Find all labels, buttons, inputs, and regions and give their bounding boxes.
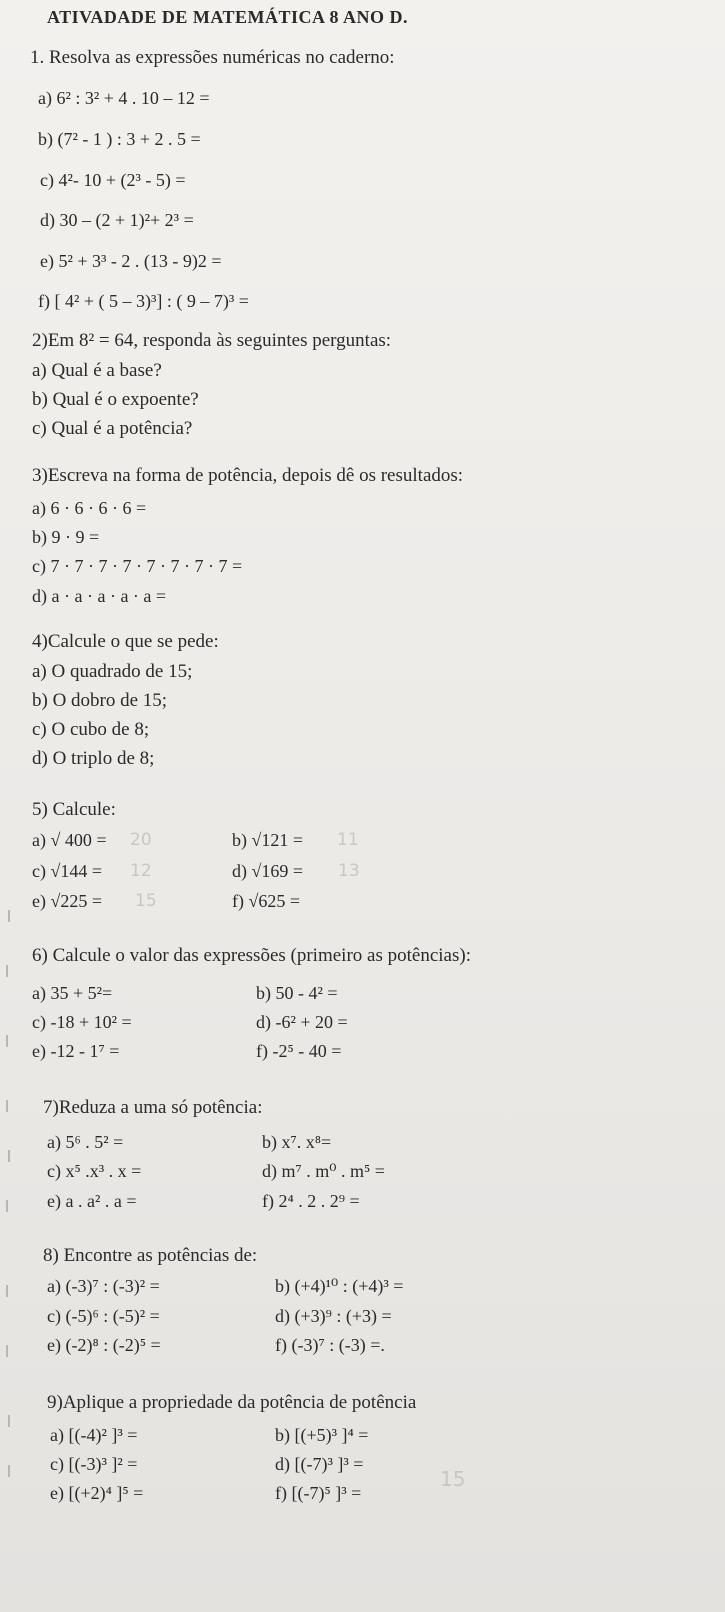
- margin-mark: [8, 910, 16, 922]
- q7-item-d: d) m⁷ . m⁰ . m⁵ =: [262, 1161, 385, 1181]
- q4-heading: 4)Calcule o que se pede:: [32, 631, 219, 652]
- q7-item-c: c) x⁵ .x³ . x =: [47, 1161, 142, 1181]
- q5-answer-b: 11: [337, 830, 359, 850]
- margin-mark: [6, 1285, 14, 1297]
- margin-mark: [6, 1100, 14, 1112]
- q3-item-b: b) 9 · 9 =: [32, 527, 100, 547]
- q1-item-e: e) 5² + 3³ - 2 . (13 - 9)2 =: [40, 251, 222, 271]
- q8-item-c: c) (-5)⁶ : (-5)² =: [47, 1306, 160, 1326]
- q5-item-d: d) √169 =: [232, 861, 304, 881]
- margin-mark: [8, 1415, 16, 1427]
- q7-heading: 7)Reduza a uma só potência:: [43, 1097, 263, 1118]
- q5-item-e: e) √225 =: [32, 891, 103, 911]
- q5-item-a: a) √ 400 =: [32, 830, 107, 850]
- q1-heading: 1. Resolva as expressões numéricas no caderno:: [30, 47, 395, 68]
- q4-item-c: c) O cubo de 8;: [32, 719, 150, 740]
- q9-item-e: e) [(+2)⁴ ]⁵ =: [50, 1483, 144, 1503]
- q1-item-f: f) [ 4² + ( 5 – 3)³] : ( 9 – 7)³ =: [38, 291, 249, 311]
- q9-item-a: a) [(-4)² ]³ =: [50, 1425, 138, 1445]
- q1-item-d: d) 30 – (2 + 1)²+ 2³ =: [40, 210, 194, 230]
- margin-mark: [6, 1035, 14, 1047]
- q3-heading: 3)Escreva na forma de potência, depois dê os resultados:: [32, 465, 464, 486]
- q9-item-f: f) [(-7)⁵ ]³ =: [275, 1483, 362, 1503]
- q5-heading: 5) Calcule:: [32, 799, 116, 820]
- q5-item-c: c) √144 =: [32, 861, 103, 881]
- q9-item-b: b) [(+5)³ ]⁴ =: [275, 1425, 369, 1445]
- q5-answer-d: 13: [338, 861, 360, 881]
- q7-item-a: a) 5⁶ . 5² =: [47, 1132, 124, 1152]
- q2-item-c: c) Qual é a potência?: [32, 418, 193, 439]
- q1-item-c: c) 4²- 10 + (2³ - 5) =: [40, 170, 186, 190]
- q4-item-d: d) O triplo de 8;: [32, 748, 155, 769]
- margin-mark: [8, 1465, 16, 1477]
- q8-item-e: e) (-2)⁸ : (-2)⁵ =: [47, 1335, 161, 1355]
- q5-answer-a: 20: [130, 830, 152, 850]
- page-title: ATIVADADE DE MATEMÁTICA 8 ANO D.: [47, 7, 409, 27]
- q8-item-b: b) (+4)¹⁰ : (+4)³ =: [275, 1276, 404, 1296]
- q7-item-f: f) 2⁴ . 2 . 2⁹ =: [262, 1191, 360, 1211]
- q6-item-c: c) -18 + 10² =: [32, 1012, 132, 1032]
- q1-item-b: b) (7² - 1 ) : 3 + 2 . 5 =: [38, 129, 201, 149]
- q5-answer-e: 15: [135, 891, 157, 911]
- q3-item-d: d) a · a · a · a · a =: [32, 586, 167, 606]
- q6-heading: 6) Calcule o valor das expressões (primeiro as potências):: [32, 945, 471, 966]
- q6-item-a: a) 35 + 5²=: [32, 983, 113, 1003]
- q8-item-d: d) (+3)⁹ : (+3) =: [275, 1306, 392, 1326]
- q9-item-d: d) [(-7)³ ]³ =: [275, 1454, 364, 1474]
- q6-item-e: e) -12 - 1⁷ =: [32, 1041, 120, 1061]
- q6-item-b: b) 50 - 4² =: [256, 983, 338, 1003]
- q9-item-c: c) [(-3)³ ]² =: [50, 1454, 138, 1474]
- margin-mark: [8, 1150, 16, 1162]
- q3-item-c: c) 7 · 7 · 7 · 7 · 7 · 7 · 7 · 7 =: [32, 556, 243, 576]
- q8-item-a: a) (-3)⁷ : (-3)² =: [47, 1276, 160, 1296]
- q2-item-b: b) Qual é o expoente?: [32, 389, 199, 410]
- q7-item-b: b) x⁷. x⁸=: [262, 1132, 332, 1152]
- q2-item-a: a) Qual é a base?: [32, 360, 162, 381]
- q8-item-f: f) (-3)⁷ : (-3) =.: [275, 1335, 385, 1355]
- q5-item-b: b) √121 =: [232, 830, 304, 850]
- q4-item-b: b) O dobro de 15;: [32, 690, 168, 711]
- q3-item-a: a) 6 · 6 · 6 · 6 =: [32, 498, 147, 518]
- q9-heading: 9)Aplique a propriedade da potência de potência: [47, 1392, 417, 1413]
- q2-heading: 2)Em 8² = 64, responda às seguintes perguntas:: [32, 330, 392, 351]
- q5-answer-c: 12: [130, 861, 152, 881]
- margin-mark: [6, 1345, 14, 1357]
- q5-item-f: f) √625 =: [232, 891, 301, 911]
- margin-mark: [6, 1200, 14, 1212]
- q6-item-d: d) -6² + 20 =: [256, 1012, 348, 1032]
- q4-item-a: a) O quadrado de 15;: [32, 661, 193, 682]
- q9-answer-f: 15: [440, 1467, 466, 1491]
- q8-heading: 8) Encontre as potências de:: [43, 1245, 258, 1266]
- q6-item-f: f) -2⁵ - 40 =: [256, 1041, 342, 1061]
- q7-item-e: e) a . a² . a =: [47, 1191, 137, 1211]
- q1-item-a: a) 6² : 3² + 4 . 10 – 12 =: [38, 88, 210, 108]
- margin-mark: [6, 965, 14, 977]
